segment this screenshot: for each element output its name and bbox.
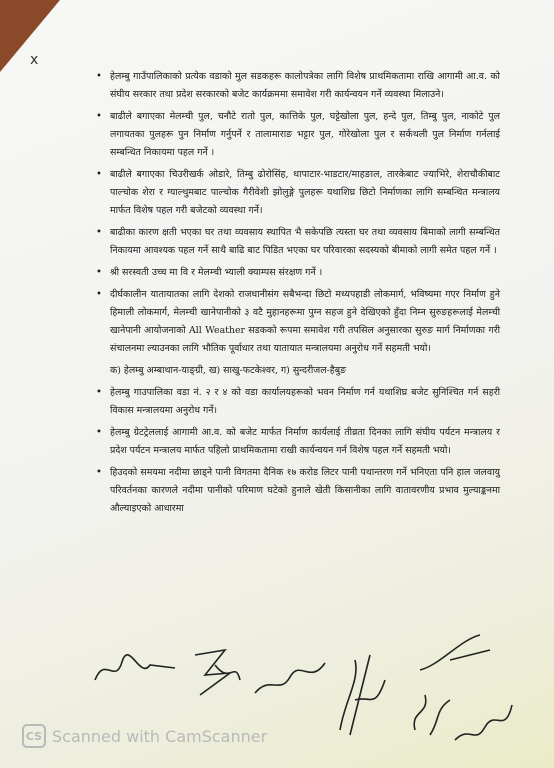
margin-mark: x	[30, 52, 39, 68]
list-item: • श्री सरस्वती उच्च मा वि र मेलम्ची भ्याली क्याम्पस संरक्षण गर्ने ।	[96, 264, 500, 282]
list-item: • बाढीले बगाएका चिउरीखर्क ओडारे, तिम्बु ढोरोसिंह, थापाटार-भाडटार/माहङाल, तारकेबाट ज्याभिरे, शेराचौकीबाट पाल्चोक शेरा र ग्याल्थुमबाट पाल्चोक गैरीवेशी झोलुङ्गे पुलहरू यथाशिघ्र छिटो निर्माणका लागि सम्बन्धित मन्त्रालय मार्फत विशेष पहल गरी बजेटको व्यवस्था गर्ने।	[96, 166, 500, 220]
list-item: • बाढीका कारण क्षती भएका घर तथा व्यवसाय स्थापित भै सकेपछि त्यस्ता घर तथा व्यवसाय बिमाको लागी सम्बन्धित निकायमा आवश्यक पहल गर्ने साथै बाढि बाट पिडित भएका घर परिवारका सदस्यको बीमाको लागी समेत पहल गर्ने ।	[96, 224, 500, 260]
bullet-icon: •	[96, 111, 102, 122]
list-item: • हिउदको समयमा नदीमा छाड्ने पानी विगतमा दैनिक १७ करोड लिटर पानी पथान्तरण गर्ने भनिएता पनि हाल जलवायु परिवर्तनका कारणले नदीमा पानीको परिमाण घटेको हुनाले खेती किसानीका लागि वातावरणीय प्रभाव मुल्याङ्कनमा औल्याइएको आधारमा	[96, 464, 500, 518]
bullet-icon: •	[96, 289, 102, 300]
signature-3	[250, 655, 330, 700]
camscanner-watermark	[22, 722, 267, 750]
bullet-icon: •	[96, 71, 102, 82]
signature-7	[450, 685, 520, 750]
bullet-icon: •	[96, 267, 102, 278]
signature-4	[330, 640, 390, 740]
camscanner-logo-icon: CS	[22, 724, 46, 748]
bullet-icon: •	[96, 427, 102, 438]
bullet-icon: •	[96, 227, 102, 238]
bullet-icon: •	[96, 467, 102, 478]
tunnel-list: क) हेलम्बु अम्बाथान-याङ्ग्री, ख) साखु-फटकेश्वर, ग) सुन्दरीजल-हैबुङ	[110, 365, 347, 376]
signature-6	[410, 630, 500, 675]
list-item: • हेलम्बु ग्रेटट्रेललाई आगामी आ.व. को बजेट मार्फत निर्माण कार्यलाई तीव्रता दिनका लागि संघीय पर्यटन मन्त्रालय र प्रदेश पर्यटन मन्त्रालय मार्फत पहिलो प्राथमिकतामा राखी कार्यन्वयन गर्न विशेष पहल गर्ने सहमती भयो।	[96, 424, 500, 460]
list-item: • हेलम्बु गाउपालिका वडा नं. २ र ४ को वडा कार्यालयहरूको भवन निर्माण गर्न यथाशिघ्र बजेट सुनिश्चित गर्न सहरी विकास मन्त्रालयमा अनुरोध गर्ने।	[96, 384, 500, 420]
watermark-text: Scanned with CamScanner	[52, 726, 268, 746]
bullet-icon: •	[96, 387, 102, 398]
list-item: • हेलम्बु गाउँपालिकाको प्रत्येक वडाको मुल सडकहरू कालोपत्रेका लागि विशेष प्राथमिकतामा राखि आगामी आ.व. को संघीय सरकार तथा प्रदेश सरकारको बजेट कार्यक्रममा समावेश गरी कार्यन्वयन गर्ने व्यवस्था मिलाउने।	[96, 68, 500, 104]
list-item: • बाढीले बगाएका मेलम्ची पुल, चनौटे रातो पुल, कात्तिके पुल, घट्टेखोला पुल, हन्दे पुल, तिम्बु पुल, नाकोटे पुल लगायतका पुलहरू पुन निर्माण गर्नुपर्ने र तालामाराङ भट्टार पुल, गोरेखोला पुल र सर्कथली पुल निर्माण गर्नलाई सम्बन्धित निकायमा पहल गर्ने ।	[96, 108, 500, 162]
signature-2	[185, 645, 245, 700]
list-item: • दीर्घकालीन यातायातका लागि देशको राजधानीसंग सबैभन्दा छिटो मध्यपहाडी लोकमार्ग, भविष्यमा गएर निर्माण हुने हिमाली लोकमार्ग, मेलम्ची खानेपानीको ३ वटै मुहानहरूमा पुग्न सहज हुने देखिएको हुँदा निम्न सुरुङहरूलाई मेलम्ची खानेपानी आयोजनाको All Weather सडकको रूपमा समावेश गरी तपसिल अनुसारका सुरुङ मार्ग निर्माणका गरी संचालनमा ल्याउनका लागि भौतिक पूर्वाधार तथा यातायात मन्त्रालयमा अनुरोध गर्ने सहमती भयो।	[96, 286, 500, 358]
bullet-icon: •	[96, 169, 102, 180]
signature-1	[90, 650, 180, 690]
document-body	[96, 68, 500, 522]
